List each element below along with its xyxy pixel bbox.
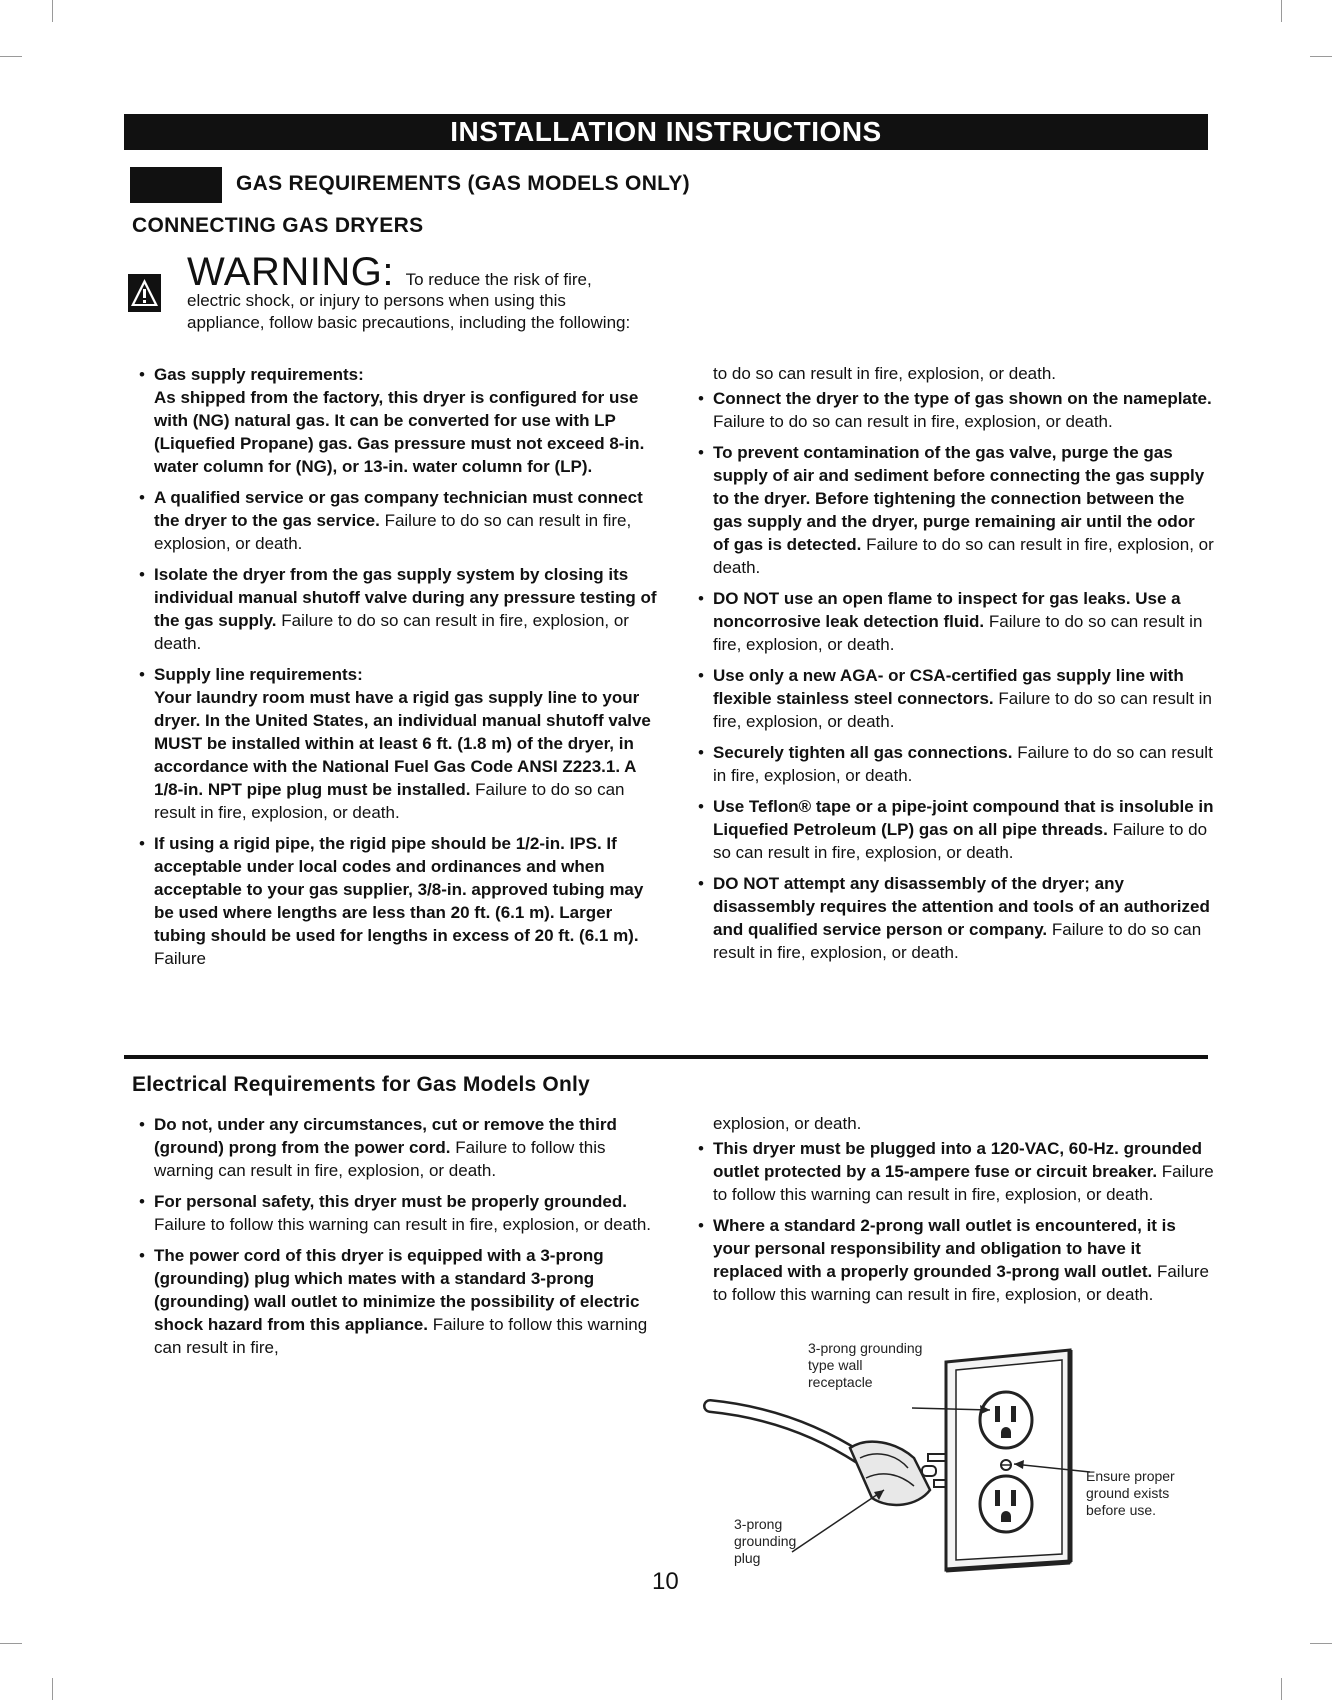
item-bold: Use Teflon® tape or a pipe-joint compound that is insoluble in Liquefied Petroleum (LP) gas on all pipe threads. bbox=[713, 797, 1214, 839]
electrical-left-column bbox=[138, 1113, 658, 1367]
list-item bbox=[138, 832, 658, 970]
item-body: Failure to do so can result in fire, explosion, or death. bbox=[154, 611, 629, 653]
item-bold: DO NOT attempt any disassembly of the dryer; any disassembly requires the attention and tools of an authorized and qualified service person or company. bbox=[713, 874, 1210, 939]
item-bold: Securely tighten all gas connections. bbox=[713, 743, 1013, 762]
list-item bbox=[138, 363, 658, 386]
plug-label: 3-prong grounding plug bbox=[734, 1516, 797, 1566]
item-bold: For personal safety, this dryer must be properly grounded. bbox=[154, 1192, 627, 1211]
crop-mark bbox=[0, 1643, 22, 1644]
crop-mark bbox=[0, 56, 22, 57]
gas-left-column bbox=[138, 363, 658, 978]
item-body: Failure to do so can result in fire, explosion, or death. bbox=[713, 612, 1203, 654]
list-item bbox=[138, 663, 658, 686]
item-body: Failure bbox=[154, 949, 206, 968]
item-bold: The power cord of this dryer is equipped with a 3-prong (grounding) plug which mates with a standard 3-prong (grounding) wall outlet to minimize the possibility of electric shock hazard from this appliance. bbox=[154, 1246, 640, 1334]
list-item bbox=[697, 387, 1215, 433]
item-bold: Supply line requirements: bbox=[154, 665, 363, 684]
item-body: Failure to do so can result in fire, explosion, or death. bbox=[713, 743, 1213, 785]
section-title: GAS REQUIREMENTS (GAS MODELS ONLY) bbox=[236, 172, 690, 195]
page-number: 10 bbox=[652, 1568, 679, 1595]
list-item bbox=[138, 486, 658, 555]
continued-text: explosion, or death. bbox=[713, 1114, 862, 1133]
ground-label: Ensure proper ground exists before use. bbox=[1086, 1468, 1175, 1518]
list-item bbox=[697, 741, 1215, 787]
item-bold: Do not, under any circumstances, cut or remove the third (ground) prong from the power cord. bbox=[154, 1115, 617, 1157]
crop-mark bbox=[1310, 56, 1332, 57]
warning-text: electric shock, or injury to persons when using this appliance, follow basic precautions, including the following: bbox=[187, 291, 631, 332]
section-divider bbox=[124, 1055, 1208, 1059]
item-bold: DO NOT use an open flame to inspect for gas leaks. Use a noncorrosive leak detection fluid. bbox=[713, 589, 1181, 631]
item-bold: Your laundry room must have a rigid gas supply line to your dryer. In the United States, an individual manual shutoff valve MUST be installed within at least 6 ft. (1.8 m) of the dryer, in accordance with the National Fuel Gas Code ANSI Z223.1. A 1/8-in. NPT pipe plug must be installed. bbox=[154, 688, 651, 799]
list-item bbox=[138, 1190, 658, 1236]
continued-text: to do so can result in fire, explosion, or death. bbox=[713, 364, 1057, 383]
item-bold: A qualified service or gas company technician must connect the dryer to the gas service. bbox=[154, 488, 643, 530]
crop-mark bbox=[52, 1678, 53, 1700]
item-bold: Gas supply requirements: bbox=[154, 365, 364, 384]
item-bold: Where a standard 2-prong wall outlet is encountered, it is your personal responsibility and obligation to have it replaced with a properly grounded 3-prong wall outlet. bbox=[713, 1216, 1176, 1281]
gas-right-column bbox=[697, 362, 1215, 972]
electrical-right-column bbox=[697, 1112, 1215, 1314]
list-item bbox=[138, 1244, 658, 1359]
list-item bbox=[697, 441, 1215, 579]
item-body: Failure to follow this warning can result in fire, explosion, or death. bbox=[154, 1215, 652, 1234]
list-item bbox=[697, 1214, 1215, 1306]
item-bold: As shipped from the factory, this dryer is configured for use with (NG) natural gas. It can be converted for use with LP (Liquefied Propane) gas. Gas pressure must not exceed 8-in. water column for (NG), or 13-in. water column for (LP). bbox=[154, 388, 645, 476]
list-item bbox=[697, 1137, 1215, 1206]
electrical-title: Electrical Requirements for Gas Models Only bbox=[132, 1073, 590, 1096]
list-item-continuation bbox=[154, 386, 658, 478]
item-body: Failure to do so can result in fire, explosion, or death. bbox=[154, 780, 625, 822]
list-item bbox=[697, 795, 1215, 864]
list-item bbox=[138, 1113, 658, 1182]
item-body: Failure to do so can result in fire, explosion, or death. bbox=[713, 535, 1214, 577]
warning-lead: To reduce the risk of fire, bbox=[405, 270, 592, 289]
crop-mark bbox=[1281, 1678, 1282, 1700]
sub-title: CONNECTING GAS DRYERS bbox=[132, 214, 424, 237]
crop-mark bbox=[52, 0, 53, 22]
item-body: Failure to follow this warning can result in fire, explosion, or death. bbox=[713, 1262, 1209, 1304]
list-item-continuation bbox=[154, 686, 658, 824]
crop-mark bbox=[1281, 0, 1282, 22]
list-item bbox=[697, 664, 1215, 733]
plug-receptacle-figure bbox=[700, 1340, 1220, 1585]
page-banner: INSTALLATION INSTRUCTIONS bbox=[124, 114, 1208, 150]
section-marker bbox=[130, 167, 222, 203]
item-body: Failure to do so can result in fire, explosion, or death. bbox=[713, 412, 1113, 431]
item-body: Failure to follow this warning can result in fire, explosion, or death. bbox=[713, 1162, 1214, 1204]
item-bold: To prevent contamination of the gas valve, purge the gas supply of air and sediment before connecting the gas supply to the dryer. Before tightening the connection between the gas supply and the dryer, purge remaining air until the odor of gas is detected. bbox=[713, 443, 1205, 554]
item-bold: Connect the dryer to the type of gas shown on the nameplate. bbox=[713, 389, 1212, 408]
list-item bbox=[697, 587, 1215, 656]
warning-word: WARNING: bbox=[187, 250, 394, 294]
warning-triangle-icon bbox=[128, 274, 161, 312]
item-bold: Isolate the dryer from the gas supply system by closing its individual manual shutoff valve during any pressure testing of the gas supply. bbox=[154, 565, 657, 630]
item-bold: Use only a new AGA- or CSA-certified gas supply line with flexible stainless steel connectors. bbox=[713, 666, 1184, 708]
item-body: Failure to follow this warning can result in fire, bbox=[154, 1315, 648, 1357]
item-bold: If using a rigid pipe, the rigid pipe should be 1/2-in. IPS. If acceptable under local codes and ordinances and when acceptable to your gas supplier, 3/8-in. approved tubing may be used where lengths are less than 20 ft. (6.1 m). Larger tubing should be used for lengths in excess of 20 ft. (6.1 m). bbox=[154, 834, 644, 945]
list-item bbox=[697, 872, 1215, 964]
crop-mark bbox=[1310, 1643, 1332, 1644]
item-body: Failure to do so can result in fire, explosion, or death. bbox=[713, 689, 1212, 731]
list-item bbox=[138, 563, 658, 655]
item-body: Failure to do so can result in fire, explosion, or death. bbox=[154, 511, 632, 553]
receptacle-label: 3-prong grounding type wall receptacle bbox=[808, 1340, 923, 1390]
item-body: Failure to do so can result in fire, explosion, or death. bbox=[713, 820, 1208, 862]
item-bold: This dryer must be plugged into a 120-VAC, 60-Hz. grounded outlet protected by a 15-ampere fuse or circuit breaker. bbox=[713, 1139, 1202, 1181]
item-body: Failure to follow this warning can result in fire, explosion, or death. bbox=[154, 1138, 606, 1180]
item-body: Failure to do so can result in fire, explosion, or death. bbox=[713, 920, 1202, 962]
